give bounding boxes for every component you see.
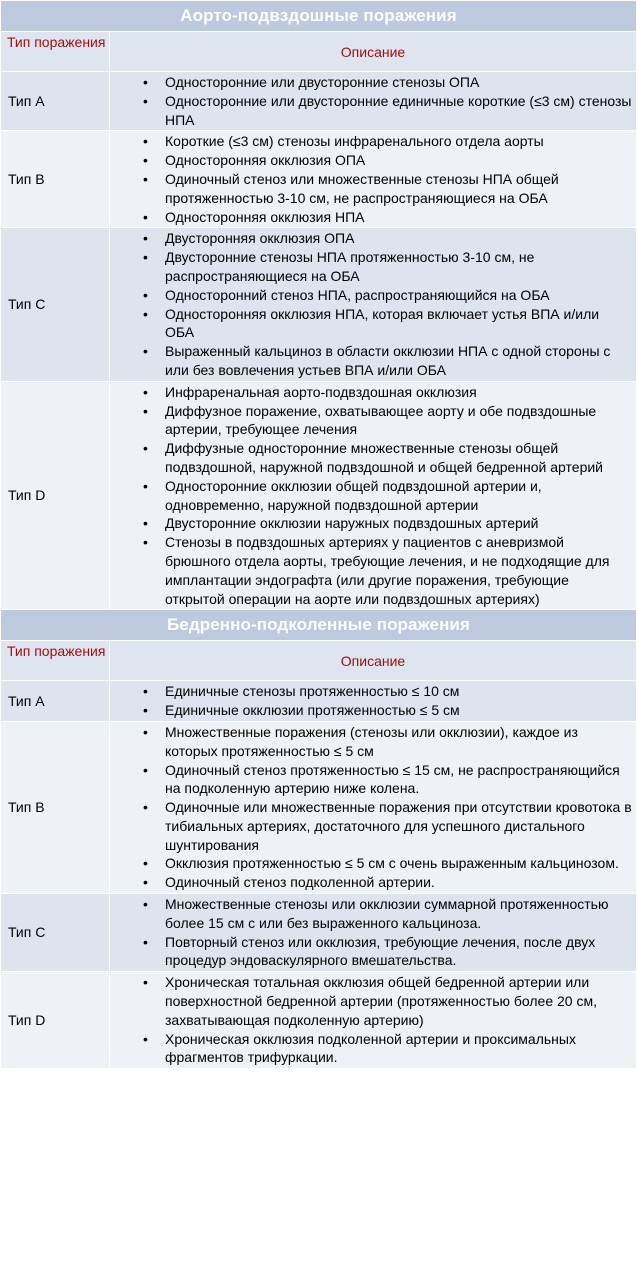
description-cell (110, 228, 637, 381)
table-row (1, 721, 637, 893)
section-title: Бедренно-подколенные поражения (1, 610, 637, 641)
lesion-type-cell: Тип C (1, 228, 110, 381)
list-item: • Двусторонние окклюзии наружных подвздошных артерий (165, 514, 632, 533)
table-row (1, 894, 637, 972)
list-item: • Стенозы в подвздошных артериях у пациентов с аневризмой брюшного отдела аорты, требующие лечения, и не подходящие для имплантации эндографта (или другие поражения, требующие открытой операции на аорте или подвздошных артериях) (165, 533, 632, 608)
lesion-type-cell: Тип A (1, 72, 110, 131)
list-item: • Односторонняя окклюзия ОПА (165, 151, 632, 170)
description-cell (110, 972, 637, 1069)
section-title-row (1, 1, 637, 32)
description-list (110, 229, 632, 379)
description-list (110, 383, 632, 609)
list-item: • Хроническая тотальная окклюзия общей бедренной артерии или поверхностной бедренной артерии (протяженностью более 20 см, захватывающая подколенную артерию) (165, 973, 632, 1029)
description-list (110, 723, 632, 892)
section-title: Аорто-подвздошные поражения (1, 1, 637, 32)
lesion-type-cell: Тип D (1, 381, 110, 610)
list-item: • Хроническая окклюзия подколенной артерии и проксимальных фрагментов трифуркации. (165, 1030, 632, 1068)
list-item: • Двусторонняя окклюзия ОПА (165, 229, 632, 248)
column-header-row (1, 641, 637, 681)
list-item: • Одиночный стеноз подколенной артерии. (165, 873, 632, 892)
list-item: • Одиночный стеноз или множественные стенозы НПА общей протяженностью 3-10 см, не распространяющиеся на ОБА (165, 170, 632, 208)
list-item: • Множественные поражения (стенозы или окклюзии), каждое из которых протяженностью ≤ 5 см (165, 723, 632, 761)
lesion-type-cell: Тип D (1, 972, 110, 1069)
column-header-type: Тип поражения (1, 32, 110, 72)
list-item: • Односторонние или двусторонние единичные короткие (≤3 см) стенозы НПА (165, 92, 632, 130)
list-item: • Односторонние или двусторонние стенозы ОПА (165, 73, 632, 92)
list-item: • Множественные стенозы или окклюзии суммарной протяженностью более 15 см с или без выраженного кальциноза. (165, 895, 632, 933)
list-item: • Единичные окклюзии протяженностью ≤ 5 см (165, 701, 632, 720)
section-title-row (1, 610, 637, 641)
lesion-type-cell: Тип C (1, 894, 110, 972)
description-list (110, 973, 632, 1067)
list-item: • Односторонняя окклюзия НПА, которая включает устья ВПА и/или ОБА (165, 305, 632, 343)
list-item: • Двусторонние стенозы НПА протяженностью 3-10 см, не распространяющиеся на ОБА (165, 248, 632, 286)
description-cell (110, 381, 637, 610)
list-item: • Односторонние окклюзии общей подвздошной артерии и, одновременно, наружной подвздошной артерии (165, 477, 632, 515)
description-cell (110, 721, 637, 893)
table-row (1, 681, 637, 722)
list-item: • Диффузные односторонние множественные стенозы общей подвздошной, наружной подвздошной и общей бедренной артерий (165, 439, 632, 477)
list-item: • Одиночные или множественные поражения при отсутствии кровотока в тибиальных артериях, достаточного для успешного дистального шунтирования (165, 798, 632, 854)
list-item: • Повторный стеноз или окклюзия, требующие лечения, после двух процедур эндоваскулярного вмешательства. (165, 933, 632, 971)
list-item: • Одиночный стеноз протяженностью ≤ 15 см, не распространяющийся на подколенную артерию ниже колена. (165, 761, 632, 799)
column-header-row (1, 32, 637, 72)
lesion-type-cell: Тип A (1, 681, 110, 722)
description-cell (110, 681, 637, 722)
description-list (110, 682, 632, 720)
description-cell (110, 131, 637, 228)
list-item: • Выраженный кальциноз в области окклюзии НПА с одной стороны с или без вовлечения устьев ВПА и/или ОБА (165, 342, 632, 380)
description-list (110, 132, 632, 226)
list-item: • Диффузное поражение, охватывающее аорту и обе подвздошные артерии, требующее лечения (165, 402, 632, 440)
list-item: • Единичные стенозы протяженностью ≤ 10 см (165, 682, 632, 701)
list-item: • Окклюзия протяженностью ≤ 5 см с очень выраженным кальцинозом. (165, 854, 632, 873)
table-row (1, 228, 637, 381)
table-row (1, 72, 637, 131)
description-cell (110, 894, 637, 972)
list-item: • Односторонний стеноз НПА, распространяющийся на ОБА (165, 286, 632, 305)
list-item: • Односторонняя окклюзия НПА (165, 208, 632, 227)
list-item: • Инфраренальная аорто-подвздошная окклюзия (165, 383, 632, 402)
description-cell (110, 72, 637, 131)
table-row (1, 972, 637, 1069)
table-row (1, 131, 637, 228)
description-list (110, 73, 632, 129)
column-header-type: Тип поражения (1, 641, 110, 681)
list-item: • Короткие (≤3 см) стенозы инфраренального отдела аорты (165, 132, 632, 151)
column-header-description: Описание (110, 32, 637, 72)
table-row (1, 381, 637, 610)
lesion-type-cell: Тип B (1, 721, 110, 893)
column-header-description: Описание (110, 641, 637, 681)
description-list (110, 895, 632, 970)
lesion-type-cell: Тип B (1, 131, 110, 228)
